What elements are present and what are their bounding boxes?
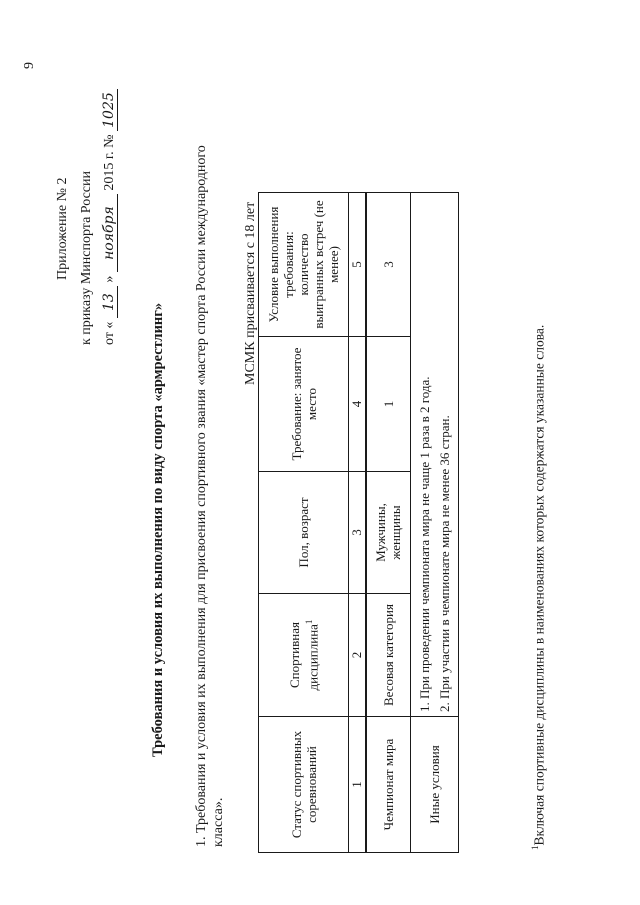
header-status: Статус спортивных соревнований [259, 717, 349, 853]
cell-status: Чемпионат мира [366, 717, 411, 853]
col-number-5: 5 [349, 193, 366, 337]
header-place: Требование: занятое место [259, 337, 349, 472]
col-number-3: 3 [349, 472, 366, 594]
table-row-championship [366, 193, 411, 853]
cell-place: 1 [366, 337, 411, 472]
handwritten-day: 13 [101, 286, 118, 318]
cell-wins: 3 [366, 193, 411, 337]
cell-discipline: Весовая категория [366, 594, 411, 717]
cell-other-label: Иные условия [411, 717, 459, 853]
header-discipline [259, 594, 349, 717]
date-year: 2015 г. № [102, 134, 117, 191]
page-number: 9 [22, 62, 37, 69]
intro-paragraph: 1. Требования и условия их выполнения для присвоения спортивного звания «мастер спорта России международного класса». [194, 145, 226, 847]
condition-2: 2. При участии в чемпионате мира не менее 36 стран. [437, 415, 452, 712]
handwritten-month: ноября [101, 194, 118, 272]
document-title: Требования и условия их выполнения по виду спорта «армрестлинг» [150, 302, 166, 757]
header-discipline-text: Спортивная дисциплина [286, 622, 321, 691]
date-mid: » [102, 275, 117, 283]
appendix-label: Приложение № 2 [55, 177, 70, 280]
header-condition: Условие выполнения требования: количество выигранных встреч (не менее) [259, 193, 349, 337]
condition-1: 1. При проведении чемпионата мира не чаще 1 раза в 2 года. [417, 376, 432, 712]
table-note: МСМК присваивается с 18 лет [243, 201, 258, 385]
table-number-row [349, 193, 366, 853]
table-header-row [259, 193, 349, 853]
order-reference: к приказу Минспорта России [79, 171, 94, 345]
date-prefix: от « [102, 321, 117, 345]
col-number-1: 1 [349, 717, 366, 853]
table-row-other-conditions [411, 193, 459, 853]
footnote [530, 325, 548, 850]
col-number-2: 2 [349, 594, 366, 717]
cell-gender: Мужчины, женщины [366, 472, 411, 594]
cell-conditions [411, 193, 459, 717]
order-date-line [101, 89, 118, 345]
header-gender-age: Пол, возраст [259, 472, 349, 594]
header-discipline-sup: 1 [303, 619, 314, 625]
handwritten-order-number: 1025 [101, 89, 118, 131]
footnote-mark: 1 [530, 845, 540, 850]
footnote-text: Включая спортивные дисциплины в наименованиях которых содержатся указанные слова. [531, 324, 547, 846]
col-number-4: 4 [349, 337, 366, 472]
requirements-table [258, 192, 459, 853]
